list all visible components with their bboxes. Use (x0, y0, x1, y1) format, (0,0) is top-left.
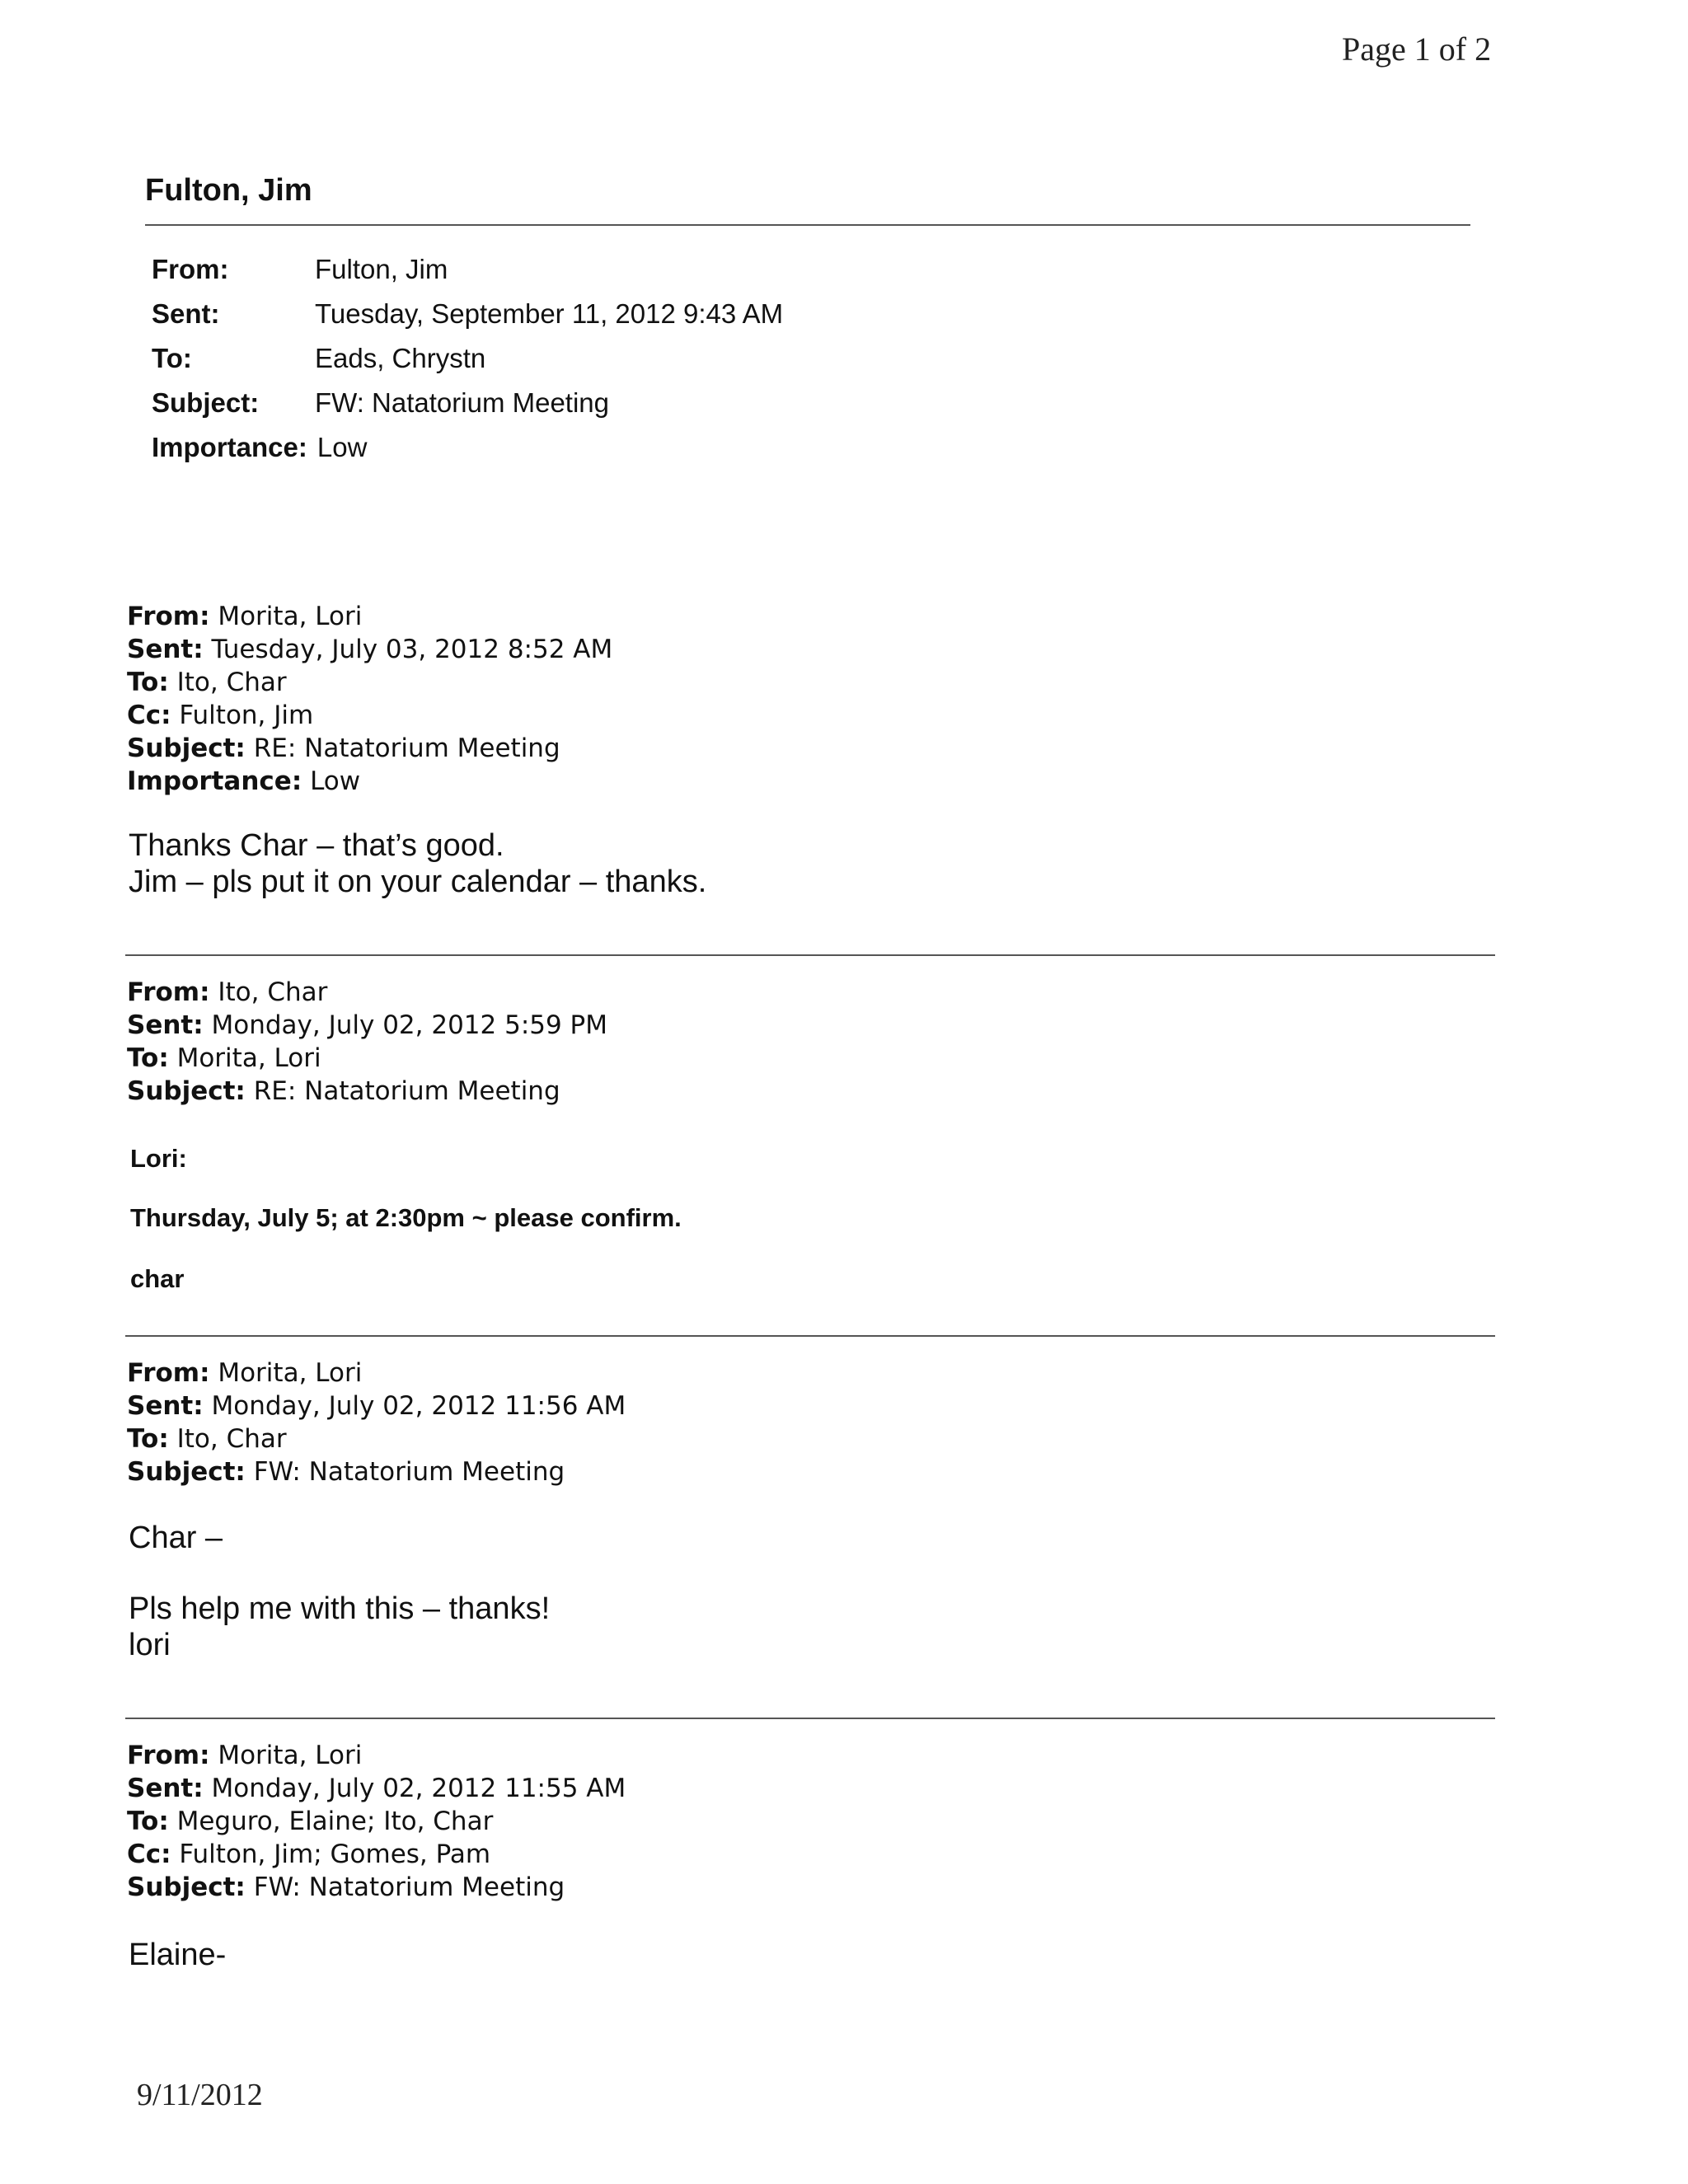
sent-line (127, 633, 612, 666)
field-label: Importance: (127, 766, 302, 796)
to-value: Morita, Lori (176, 1043, 321, 1073)
header-value: Low (316, 432, 368, 462)
header-value: Eads, Chrystn (315, 343, 486, 373)
header-row-sent (152, 292, 783, 336)
field-label: Sent: (127, 1391, 204, 1421)
message-header (127, 1357, 626, 1488)
field-label: To: (127, 1424, 169, 1454)
header-value: FW: Natatorium Meeting (315, 387, 610, 418)
field-label: To: (127, 1807, 169, 1836)
to-line (127, 1042, 607, 1075)
body-line: Char – (129, 1521, 223, 1555)
header-label: Sent: (152, 298, 220, 329)
to-value: Ito, Char (176, 668, 287, 697)
field-label: Sent: (127, 635, 204, 664)
subject-line (127, 1455, 626, 1488)
from-line (127, 1739, 626, 1772)
body-line: char (130, 1264, 185, 1293)
field-label: Subject: (127, 1076, 246, 1106)
subject-line (127, 732, 612, 765)
sent-value: Monday, July 02, 2012 11:55 AM (211, 1774, 626, 1803)
to-line (127, 1805, 626, 1838)
from-value: Morita, Lori (218, 1358, 363, 1388)
from-value: Ito, Char (218, 977, 328, 1007)
sent-value: Monday, July 02, 2012 5:59 PM (211, 1010, 607, 1040)
subject-value: RE: Natatorium Meeting (253, 733, 560, 763)
body-line: Lori: (130, 1144, 187, 1173)
field-label: Subject: (127, 1872, 246, 1902)
cc-line (127, 1838, 626, 1871)
field-label: Cc: (127, 701, 171, 730)
subject-line (127, 1075, 607, 1108)
body-line: Elaine- (129, 1938, 227, 1972)
message-header (127, 976, 607, 1108)
header-label: Subject: (152, 387, 260, 418)
to-value: Ito, Char (176, 1424, 287, 1454)
field-label: To: (127, 668, 169, 697)
cc-line (127, 699, 612, 732)
field-label: Cc: (127, 1840, 171, 1869)
header-label: To: (152, 343, 192, 373)
field-label: Sent: (127, 1774, 204, 1803)
from-line (127, 1357, 626, 1390)
page-number: Page 1 of 2 (1342, 30, 1492, 68)
sent-line (127, 1009, 607, 1042)
message-body (129, 827, 706, 900)
cc-value: Fulton, Jim (179, 701, 314, 730)
header-row-to (152, 336, 783, 381)
header-row-importance (152, 425, 783, 470)
from-line (127, 976, 607, 1009)
title-rule (145, 224, 1470, 226)
subject-value: FW: Natatorium Meeting (253, 1457, 565, 1487)
sent-line (127, 1772, 626, 1805)
field-label: From: (127, 977, 210, 1007)
outer-header-table (152, 247, 783, 470)
separator-rule (125, 1335, 1495, 1337)
header-label: Importance: (152, 432, 307, 462)
field-label: From: (127, 602, 210, 631)
importance-line (127, 765, 612, 798)
field-label: To: (127, 1043, 169, 1073)
to-line (127, 1422, 626, 1455)
message-body (129, 1591, 550, 1663)
importance-value: Low (310, 766, 361, 796)
subject-value: FW: Natatorium Meeting (253, 1872, 565, 1902)
field-label: From: (127, 1358, 210, 1388)
header-value: Tuesday, September 11, 2012 9:43 AM (315, 298, 784, 329)
message-header (127, 600, 612, 798)
to-line (127, 666, 612, 699)
from-value: Morita, Lori (218, 602, 363, 631)
sent-value: Tuesday, July 03, 2012 8:52 AM (211, 635, 613, 664)
body-line: Thursday, July 5; at 2:30pm ~ please confirm. (130, 1203, 682, 1232)
sent-value: Monday, July 02, 2012 11:56 AM (211, 1391, 626, 1421)
header-label: From: (152, 254, 229, 284)
footer-date: 9/11/2012 (137, 2078, 263, 2112)
field-label: Sent: (127, 1010, 204, 1040)
subject-value: RE: Natatorium Meeting (253, 1076, 560, 1106)
document-owner-title: Fulton, Jim (145, 173, 312, 208)
sent-line (127, 1390, 626, 1422)
field-label: Subject: (127, 1457, 246, 1487)
separator-rule (125, 1718, 1495, 1719)
body-line: Pls help me with this – thanks! (129, 1591, 551, 1626)
cc-value: Fulton, Jim; Gomes, Pam (179, 1840, 491, 1869)
body-line: lori (129, 1628, 171, 1662)
separator-rule (125, 954, 1495, 956)
header-row-from (152, 247, 783, 292)
from-value: Morita, Lori (218, 1741, 363, 1770)
field-label: Subject: (127, 733, 246, 763)
body-line: Thanks Char – that’s good. (129, 828, 504, 863)
header-value: Fulton, Jim (315, 254, 448, 284)
header-row-subject (152, 381, 783, 425)
to-value: Meguro, Elaine; Ito, Char (176, 1807, 494, 1836)
message-header (127, 1739, 626, 1904)
from-line (127, 600, 612, 633)
body-line: Jim – pls put it on your calendar – thanks. (129, 865, 707, 899)
subject-line (127, 1871, 626, 1904)
field-label: From: (127, 1741, 210, 1770)
